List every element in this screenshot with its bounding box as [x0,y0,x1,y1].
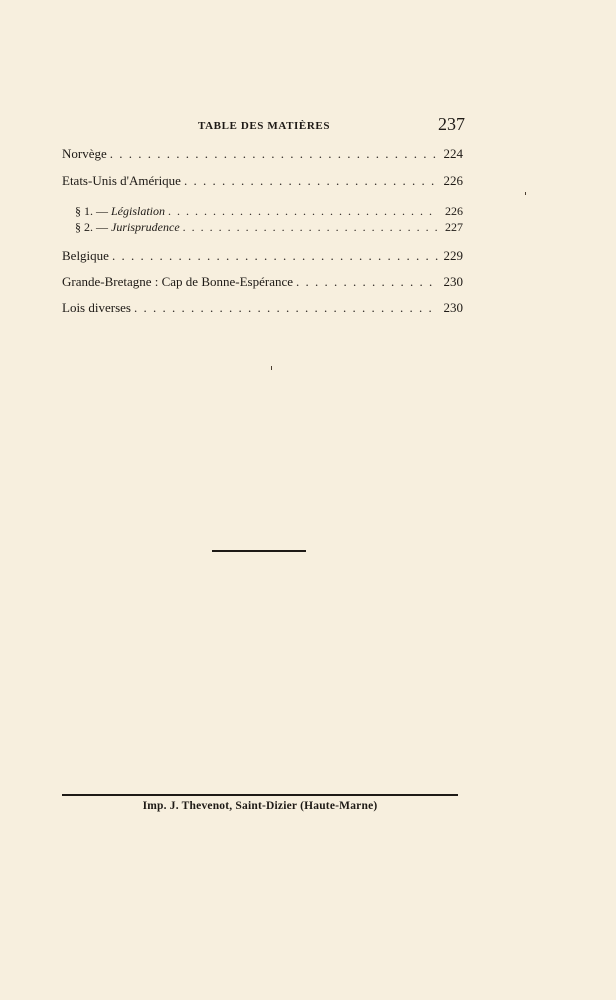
toc-entry-page: 226 [443,173,463,188]
running-header-title: TABLE DES MATIÈRES [198,120,331,132]
ink-speck [525,192,526,195]
toc-entry-page: 226 [445,204,463,218]
toc-entry-etats-unis [62,173,463,189]
section-marker: § 1. — [75,204,108,218]
toc-entry-norvege [62,146,463,162]
toc-entry-page: 230 [443,274,463,289]
dot-leader [183,219,438,235]
toc-entry-belgique [62,248,463,264]
dot-leader [110,146,438,162]
toc-subentry-label [75,219,180,235]
section-marker: § 2. — [75,220,108,234]
toc-entry-grande-bretagne [62,274,463,290]
page-number: 237 [438,114,465,134]
toc-entry-page: 229 [443,248,463,263]
toc-entry-label: Etats-Unis d'Amérique [62,173,181,188]
toc-entry-page: 230 [443,300,463,315]
toc-entry-page: 224 [443,146,463,161]
toc-subentry-title: Jurisprudence [111,220,180,234]
toc-entry-label: Grande-Bretagne : Cap de Bonne-Espérance [62,274,294,289]
toc-entry-label: Norvège [62,146,107,161]
toc-subentry-jurisprudence [75,219,463,235]
ink-speck [271,366,272,370]
toc-entry-page: 227 [445,220,463,234]
dot-leader [134,300,438,316]
toc-entry-label: Lois diverses [62,300,131,315]
dot-leader [296,274,438,290]
printer-imprint: Imp. J. Thevenot, Saint-Dizier (Haute-Marne) [142,800,378,812]
footer-rule [62,794,458,796]
section-end-rule [212,550,306,552]
dot-leader [168,203,438,219]
toc-entry-lois-diverses [62,300,463,316]
dot-leader [112,248,438,264]
toc-subentry-title: Législation [111,204,166,218]
toc-entry-label: Belgique [62,248,109,263]
toc-subentry-label [75,203,165,219]
dot-leader [184,173,438,189]
toc-subentry-legislation [75,203,463,219]
